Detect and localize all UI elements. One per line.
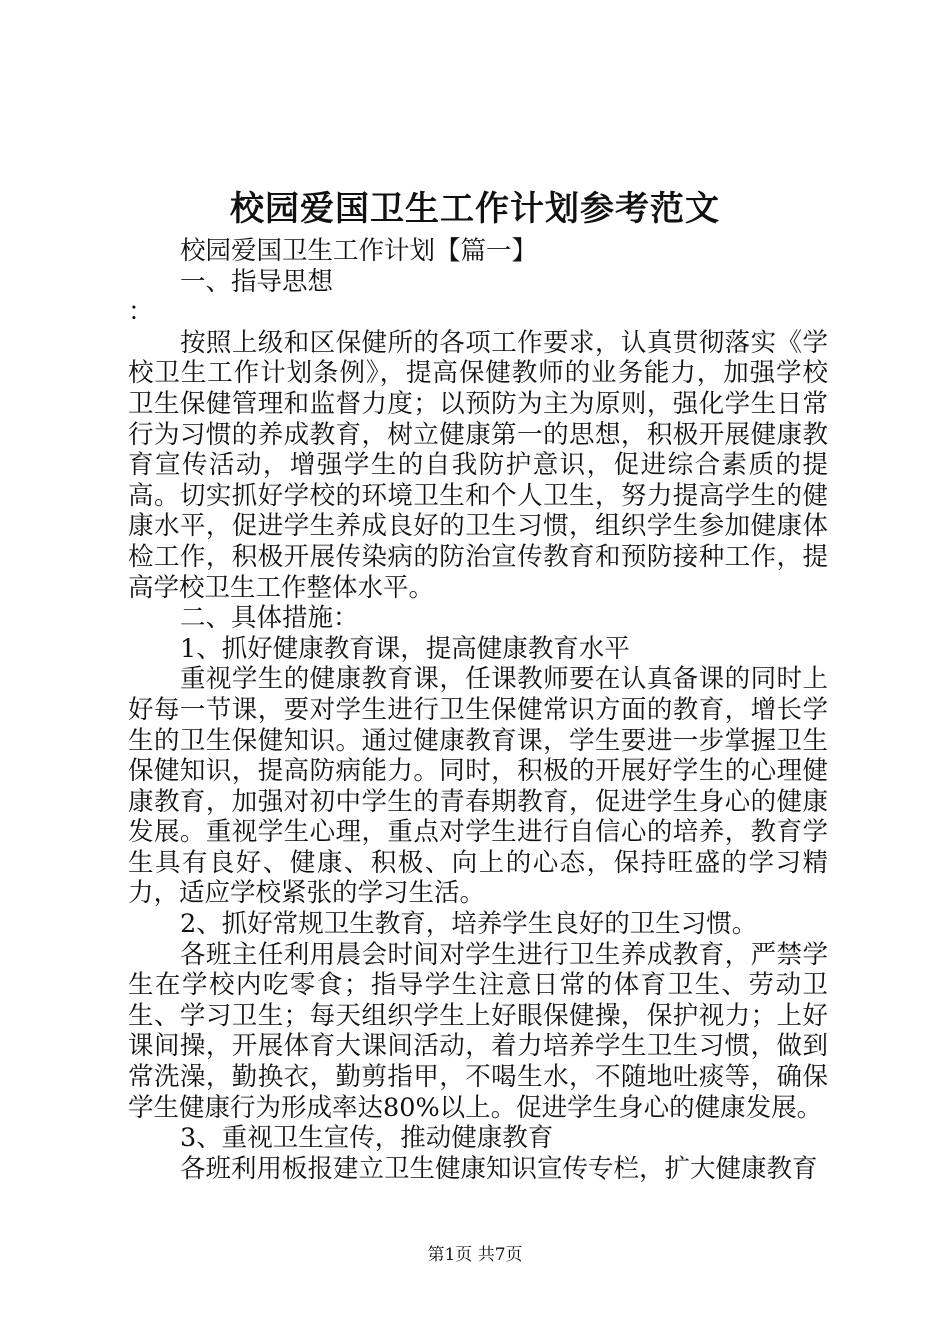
page-number-footer: 第1页 共7页 (427, 1245, 523, 1265)
heading-specific-measures: 二、具体措施： (180, 603, 359, 634)
measure-item-2: 2、抓好常规卫生教育，培养学生良好的卫生习惯。 (180, 909, 758, 940)
measure-item-1: 1、抓好健康教育课，提高健康教育水平 (180, 633, 630, 664)
document-body (128, 236, 828, 1184)
paragraph-measure-1: 重视学生的健康教育课，任课教师要在认真备课的同时上好每一节课，要对学生进行卫生保健常识方面的教育，增长学生的卫生保健知识。通过健康教育课，学生要进一步掌握卫生保健知识，提高防病能力。同时，积极的开展好学生的心理健康教育，加强对初中学生的青春期教育，促进学生身心的健康发展。重视学生心理，重点对学生进行自信心的培养，教育学生具有良好、健康、积极、向上的心态，保持旺盛的学习精力，适应学校紧张的学习生活。 (128, 664, 828, 909)
document-title: 校园爱国卫生工作计划参考范文 (230, 189, 720, 229)
heading-guiding-ideology: 一、指导思想 (180, 266, 334, 297)
section-subtitle: 校园爱国卫生工作计划【篇一】 (180, 236, 538, 266)
measure-item-3: 3、重视卫生宣传，推动健康教育 (180, 1123, 554, 1154)
stray-colon: ： (128, 297, 154, 328)
paragraph-guiding-ideology: 按照上级和区保健所的各项工作要求，认真贯彻落实《学校卫生工作计划条例》，提高保健教师的业务能力，加强学校卫生保健管理和监督力度；以预防为主为原则，强化学生日常行为习惯的养成教育，树立健康第一的思想，积极开展健康教育宣传活动，增强学生的自我防护意识，促进综合素质的提高。切实抓好学校的环境卫生和个人卫生，努力提高学生的健康水平，促进学生养成良好的卫生习惯，组织学生参加健康体检工作，积极开展传染病的防治宣传教育和预防接种工作，提高学校卫生工作整体水平。 (128, 327, 828, 603)
paragraph-measure-3: 各班利用板报建立卫生健康知识宣传专栏，扩大健康教育 (180, 1153, 818, 1184)
paragraph-measure-2: 各班主任利用晨会时间对学生进行卫生养成教育，严禁学生在学校内吃零食；指导学生注意日常的体育卫生、劳动卫生、学习卫生；每天组织学生上好眼保健操，保护视力；上好课间操，开展体育大课间活动，着力培养学生卫生习惯，做到常洗澡，勤换衣，勤剪指甲，不喝生水，不随地吐痰等，确保学生健康行为形成率达80%以上。促进学生身心的健康发展。 (128, 939, 828, 1123)
